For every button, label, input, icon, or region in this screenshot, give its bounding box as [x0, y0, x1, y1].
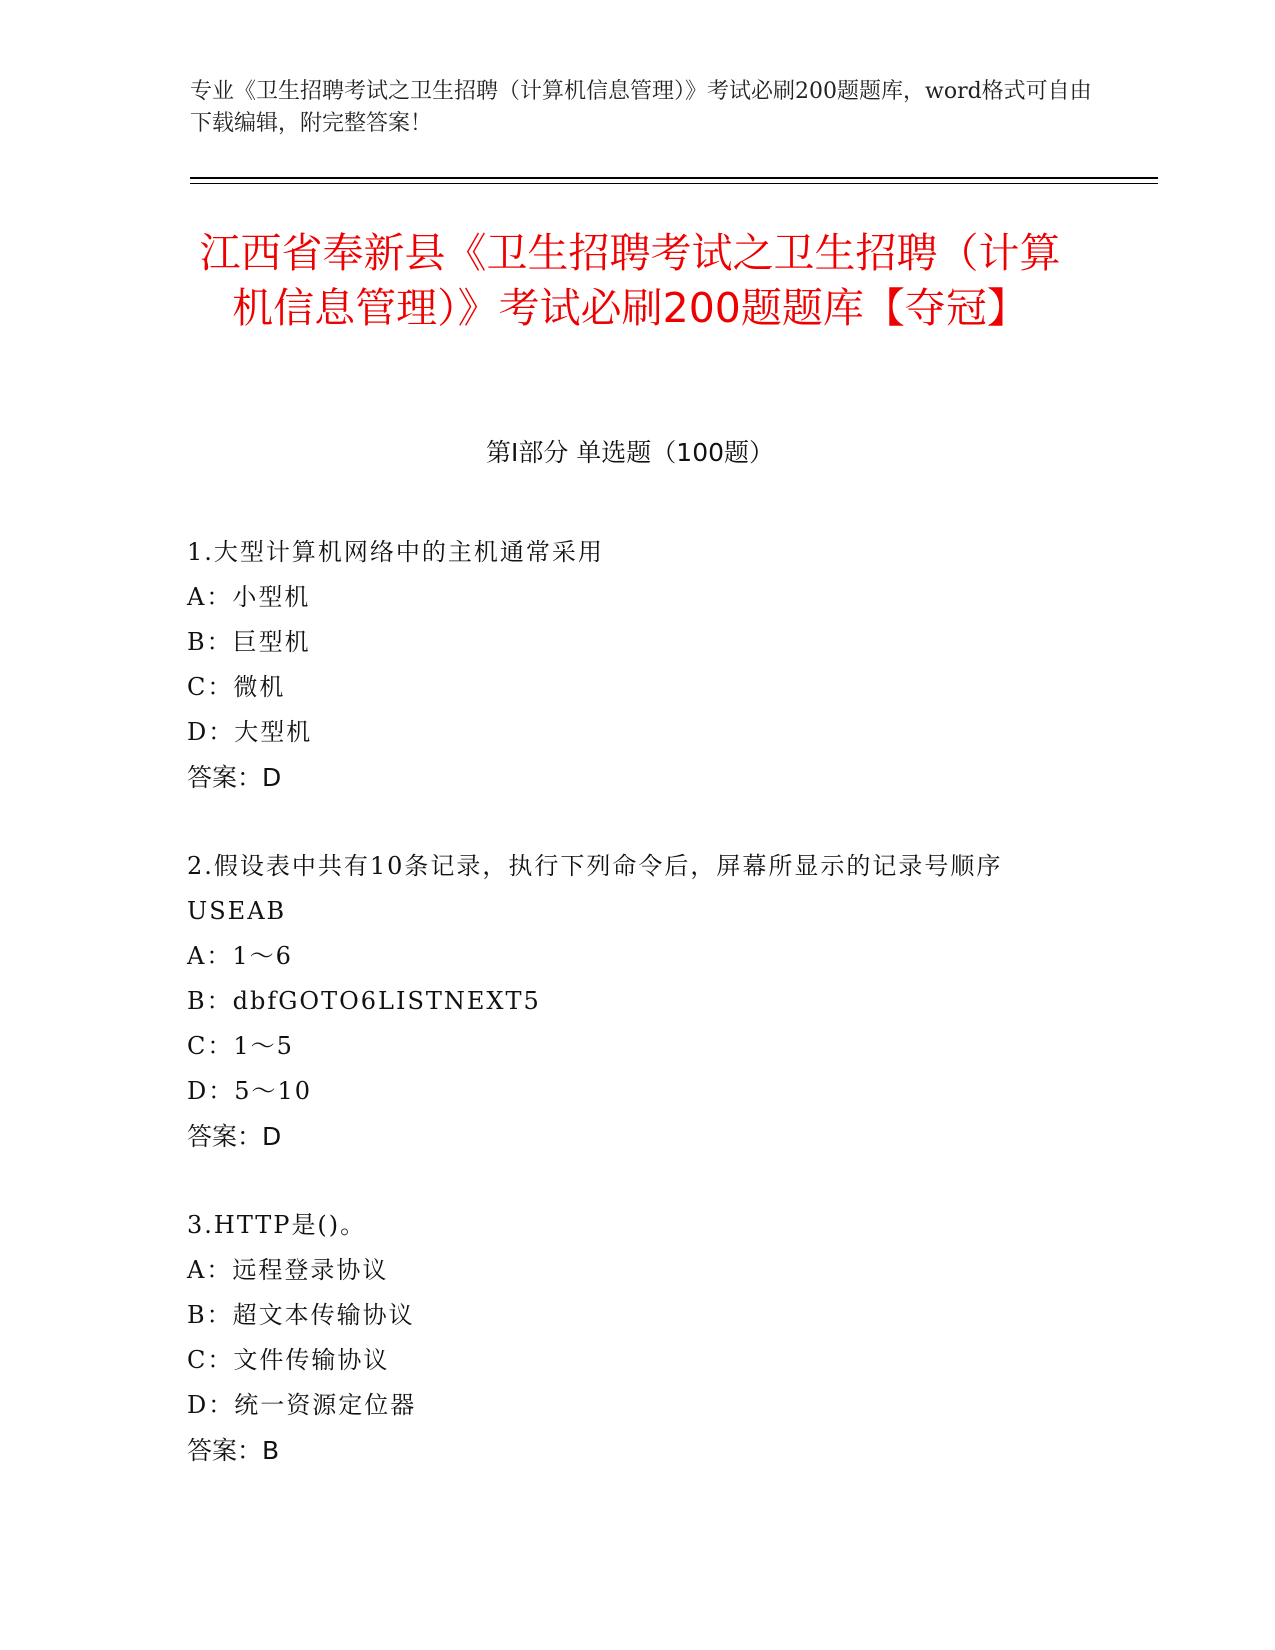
header-note: 专业《卫生招聘考试之卫生招聘（计算机信息管理）》考试必刷200题题库，word格式可自由下载编辑，附完整答案！ [190, 79, 1092, 136]
question-list [187, 530, 1087, 1517]
option-d: D：大型机 [187, 718, 313, 746]
answer: 答案：D [187, 763, 282, 792]
option-c: C：文件传输协议 [187, 1346, 390, 1374]
option-d: D：5～10 [187, 1077, 313, 1105]
option-b: B：巨型机 [187, 628, 311, 656]
header-divider-thin [190, 183, 1158, 184]
option-a: A：小型机 [187, 583, 311, 611]
option-c: C：1～5 [187, 1032, 294, 1060]
answer: 答案：D [187, 1122, 282, 1151]
document-title: 江西省奉新县《卫生招聘考试之卫生招聘（计算机信息管理）》考试必刷200题题库【夺冠】 [199, 229, 1061, 332]
option-a: A：1～6 [187, 942, 293, 970]
question-stem: 1.大型计算机网络中的主机通常采用 [187, 538, 604, 566]
option-d: D：统一资源定位器 [187, 1391, 417, 1419]
section-title: 第Ⅰ部分 单选题（100题） [485, 438, 775, 467]
question-2 [187, 844, 1087, 1159]
question-1 [187, 530, 1087, 800]
option-c: C：微机 [187, 673, 286, 701]
question-3 [187, 1203, 1087, 1473]
option-a: A：远程登录协议 [187, 1256, 389, 1284]
answer: 答案：B [187, 1436, 280, 1465]
option-b: B：dbfGOTO6LISTNEXT5 [187, 987, 541, 1015]
question-stem: 2.假设表中共有10条记录，执行下列命令后，屏幕所显示的记录号顺序USEAB [187, 852, 1003, 925]
header-divider-thick [190, 177, 1158, 179]
question-stem: 3.HTTP是()。 [187, 1211, 367, 1239]
option-b: B：超文本传输协议 [187, 1301, 415, 1329]
